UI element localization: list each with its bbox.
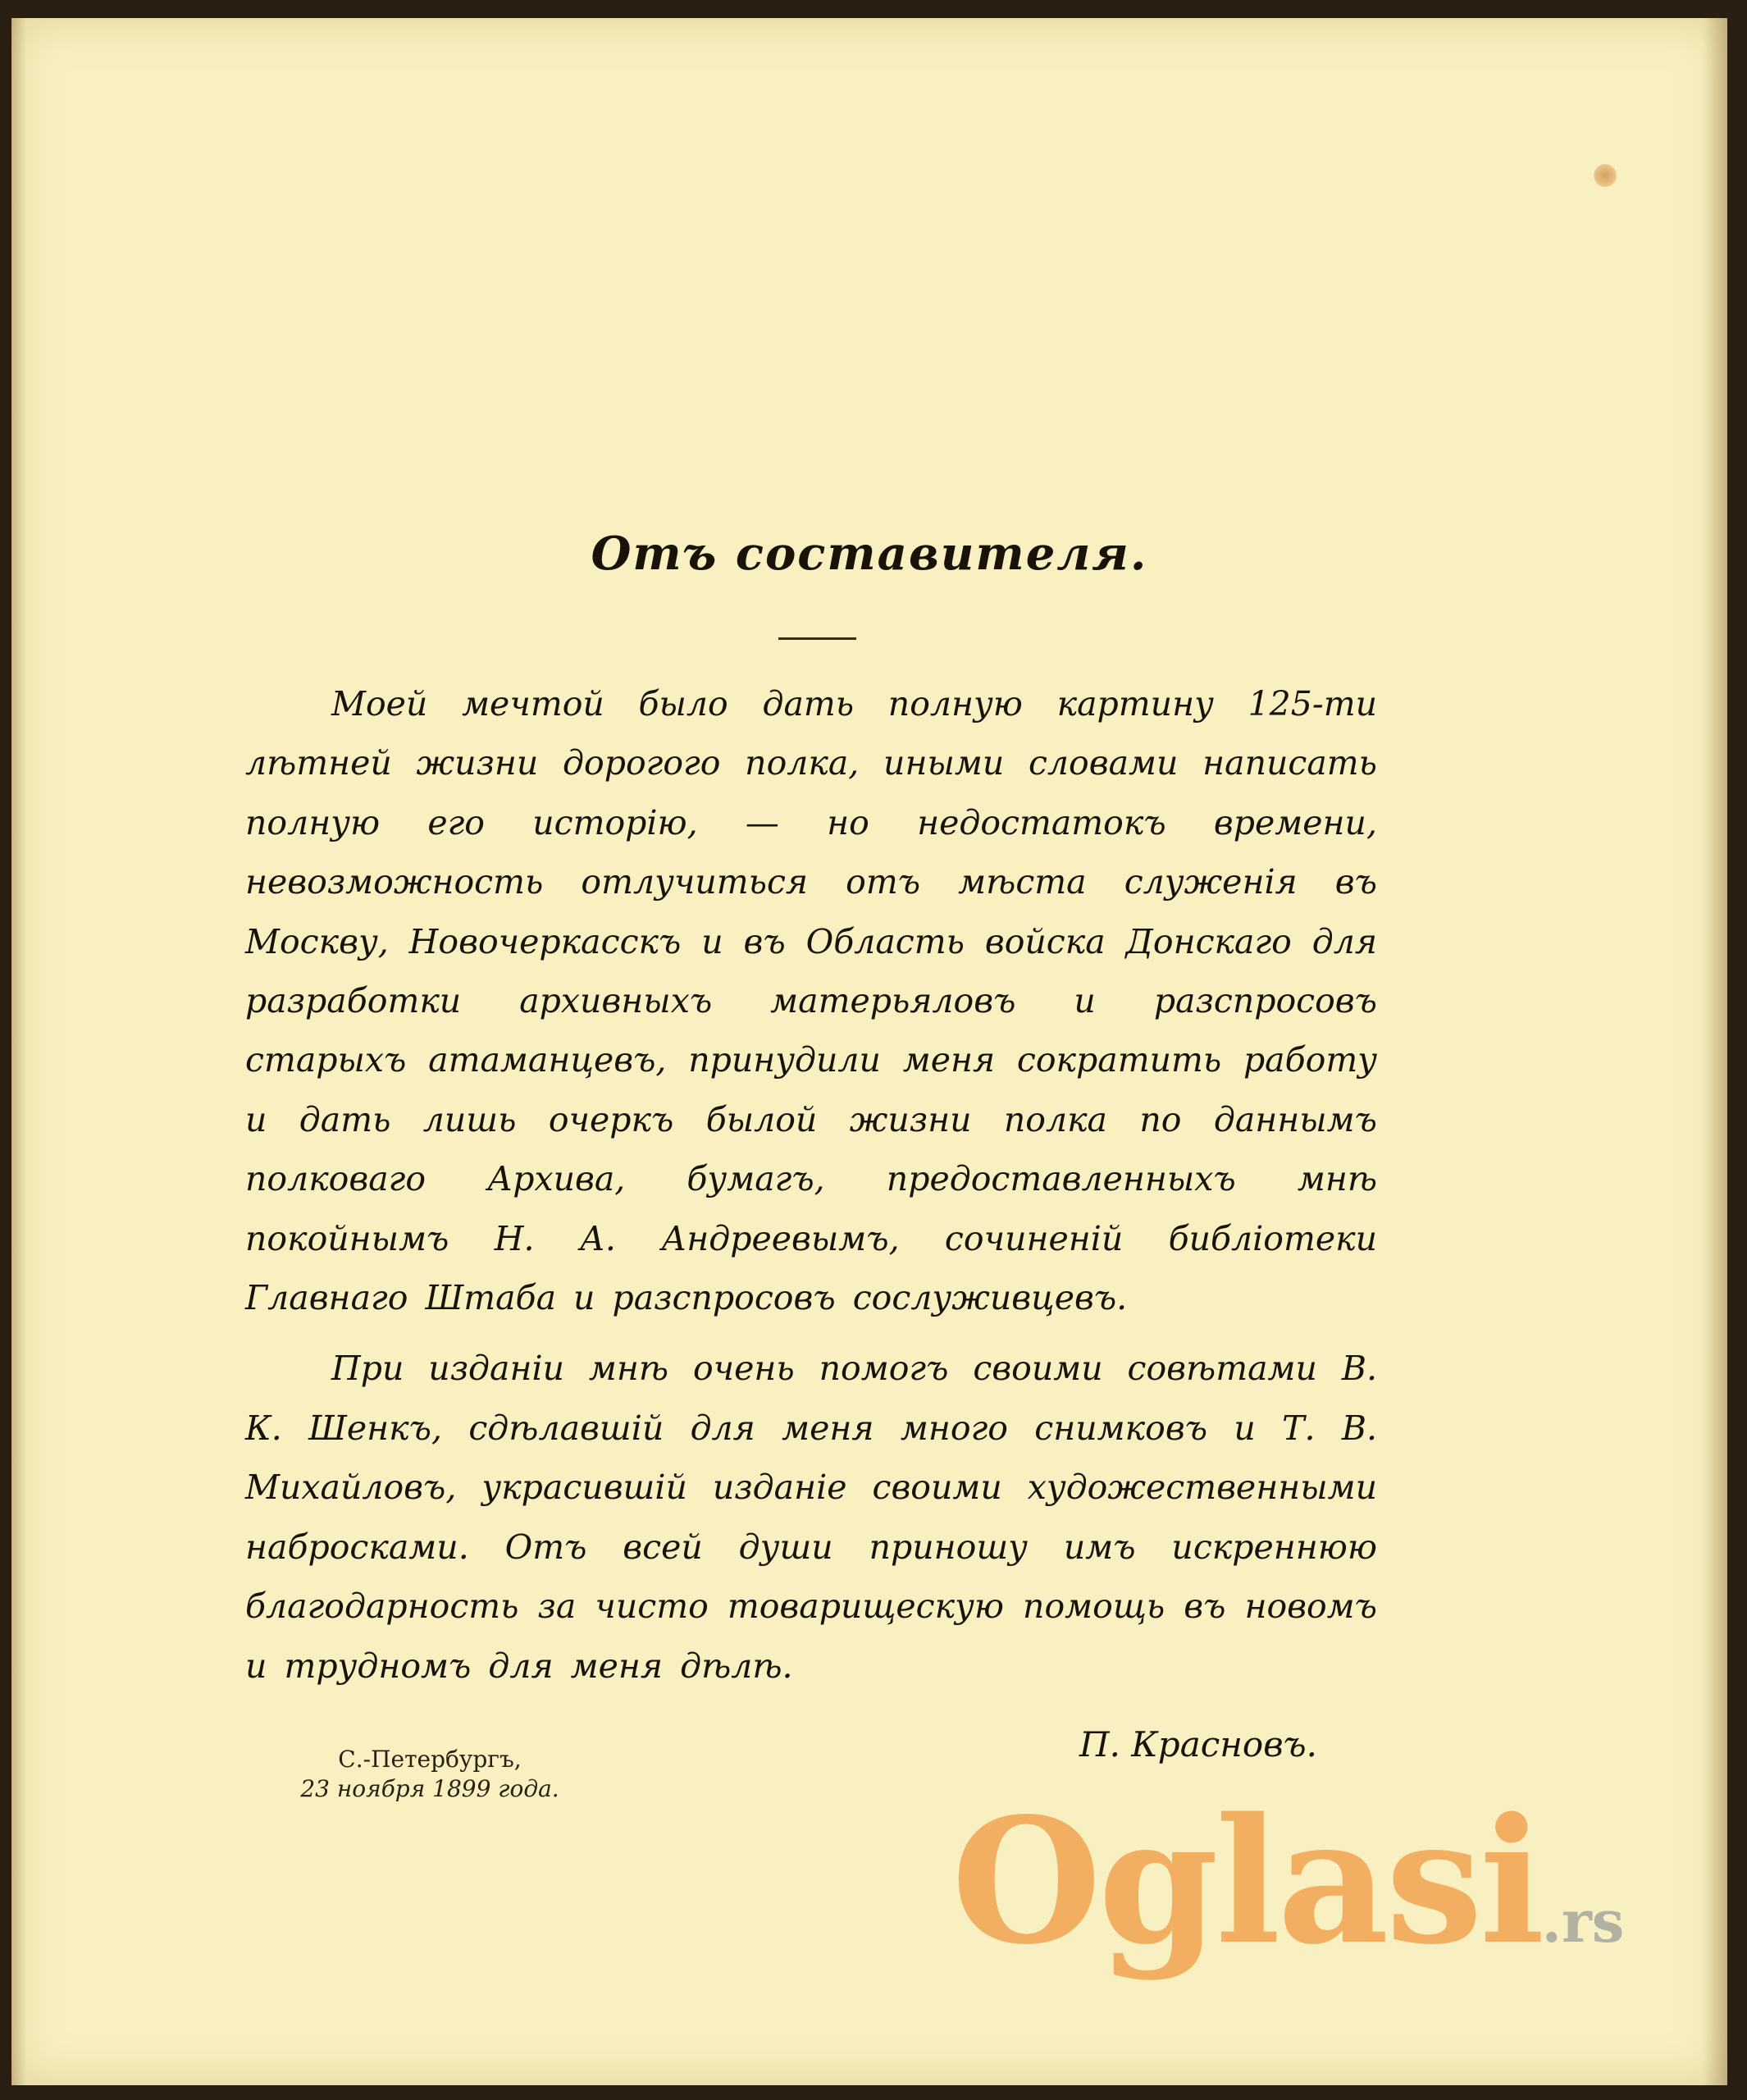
place-date-block (274, 1745, 586, 1804)
page-edge-left (11, 18, 26, 2085)
body-text (245, 674, 1377, 1707)
paper-stain (1594, 164, 1617, 187)
page-heading: Отъ составителя. (591, 527, 1148, 581)
page-edge-right (1703, 18, 1727, 2085)
paragraph-2: При изданіи мнѣ очень помогъ своими совѣтами В. К. Шенкъ, сдѣлавшій для меня много снимковъ и Т. В. Михайловъ, украсившій изданіе своими художественными набросками. Отъ всей души приношу имъ искреннюю благодарность за чисто товарищескую помощь въ новомъ и трудномъ для меня дѣлѣ. (245, 1349, 1377, 1686)
heading-rule (778, 637, 856, 640)
place-text: С.-Петербургъ, (338, 1746, 522, 1773)
watermark-tld: .rs (1541, 1888, 1625, 1956)
book-page (11, 18, 1727, 2085)
watermark-logo (951, 1780, 1624, 1983)
date-text: 23 ноября 1899 года. (300, 1775, 559, 1802)
watermark-main: Oglasi (951, 1780, 1542, 1983)
paragraph-1: Моей мечтой было дать полную картину 125-ти лѣтней жизни дорогого полка, иными словами написать полную его исторію, — но недостатокъ времени, невозможность отлучиться отъ мѣста служенія въ Москву, Новочеркасскъ и въ Область войска Донскаго для разработки архивныхъ матерьяловъ и разспросовъ старыхъ атаманцевъ, принудили меня сократить работу и дать лишь очеркъ былой жизни полка по даннымъ полковаго Архива, бумагъ, предоставленныхъ мнѣ покойнымъ Н. А. Андреевымъ, сочиненій библіотеки Главнаго Штаба и разспросовъ сослуживцевъ. (245, 684, 1377, 1318)
author-signature: П. Красновъ. (1079, 1724, 1317, 1764)
